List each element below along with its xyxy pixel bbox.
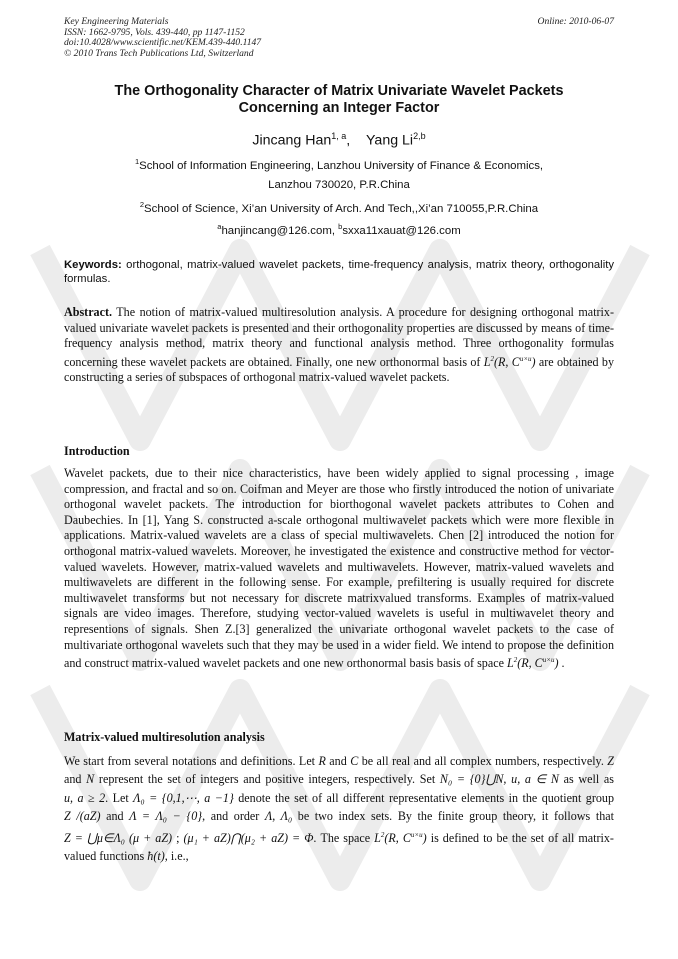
journal-name: Key Engineering Materials bbox=[64, 16, 169, 27]
author-separator: , bbox=[346, 132, 351, 149]
formula-l2-space: $L^2(R$, $C^{u\times u}$) bbox=[483, 354, 536, 369]
formula-l2-space-intro-sup: 2 bbox=[513, 656, 518, 665]
journal-header bbox=[64, 17, 614, 59]
formula-l2-space-intro-c-sup: u×u bbox=[542, 656, 555, 665]
introduction-body: Wavelet packets, due to their nice characteristics, have been widely applied to signal processing , image compression, and fractal and so on. Coifman and Meyer are those who firstly introduced the notion of univariate orthogonal wavelet packets. The introduction for biorthogonal wavelet packets attributes to Cohen and Daubechies. In [1], Yang S. constructed a-scale orthogonal multiwavelet packets which were more flexible in applications. Matrix-valued wavelets are a class of special multiwavelets. Chen [2] introduced the notion for orthogonal matrix-valued wavelets. Moreover, he investigated the existence and constructive method for vector-valued wavelets. However, matrix-valued wavelets and multiwavelets. However, matrix-valued wavelets and multiwavelets are different in the following sense. For example, prefiltering is usually required for discrete multiwavelet transforms but not necessary for discrete matrixvalued transforms. Examples of matrix-valued signals are video images. Therefore, studying vector-valued wavelets is useful in multiwavelet theory and representions of signals. Shen Z.[3] generalized the univariate orthogonal wavelet packets to the case of multivariate orthogonal wavelets such that they may be used in a wider field. We intend to propose the definition and construct matrix-valued wavelet packets and one new orthonormal basis basis of space bbox=[64, 466, 614, 671]
symbol-c: C bbox=[350, 754, 359, 768]
formula-intersection: (μ₁ + aZ)⋂(μ₂ + aZ) = Φ bbox=[183, 830, 314, 845]
formula-union: Z = ⋃μ∈Λ₀ (μ + aZ) bbox=[64, 830, 173, 845]
keywords bbox=[64, 258, 614, 286]
email-a: hanjincang@126.com, bbox=[221, 224, 339, 237]
affiliation-2 bbox=[60, 200, 618, 215]
author-list bbox=[60, 131, 618, 149]
symbol-z: Z bbox=[607, 754, 615, 768]
mra-text-15: , i.e., bbox=[164, 849, 189, 864]
introduction-text bbox=[64, 466, 614, 672]
mra-text-1: We start from several notations and definitions. Let bbox=[64, 754, 319, 768]
formula-l2-space-mra-r: R bbox=[388, 830, 396, 845]
formula-index-sets: Λ, Λ₀ bbox=[264, 809, 293, 824]
mra-text-3: be all real and all complex numbers, respectively. bbox=[358, 754, 608, 768]
formula-l2-space-mra-sup: 2 bbox=[380, 830, 385, 839]
formula-l2-space-sym: L bbox=[483, 354, 491, 369]
author-emails bbox=[60, 222, 618, 237]
mra-text-2: and bbox=[325, 754, 351, 768]
introduction-heading: Introduction bbox=[64, 444, 130, 458]
affiliation-1 bbox=[60, 157, 618, 172]
formula-l2-space-intro-r: R bbox=[521, 656, 529, 671]
author-1-marker: 1, a bbox=[331, 131, 347, 141]
formula-l2-space-r: R bbox=[498, 354, 506, 369]
formula-n0: N₀ = {0}⋃N, u, a ∈ N bbox=[439, 772, 559, 787]
affiliation-1-text: School of Information Engineering, Lanzhou University of Finance & Economics, bbox=[139, 159, 544, 172]
abstract-label: Abstract. bbox=[64, 305, 113, 319]
formula-l2-space-intro-c: C bbox=[534, 656, 543, 671]
mra-text-9: and bbox=[100, 809, 130, 824]
paper-title bbox=[60, 83, 618, 117]
mra-text bbox=[64, 752, 614, 865]
introduction-end: . bbox=[558, 656, 565, 671]
formula-l2-space-sup: 2 bbox=[490, 354, 494, 363]
symbol-n: N bbox=[86, 772, 95, 787]
mra-text-12: ; bbox=[172, 830, 184, 845]
doi-line: doi:10.4028/www.scientific.net/KEM.439-440.1147 bbox=[64, 37, 262, 48]
mra-text-4: and bbox=[64, 772, 87, 787]
mra-text-11: be two index sets. By the finite group theory, it follows that bbox=[292, 809, 614, 824]
affiliation-2-text: School of Science, Xi’an University of Arch. And Tech,,Xi’an 710055,P.R.China bbox=[144, 202, 539, 215]
abstract bbox=[64, 305, 614, 386]
title-line-1: The Orthogonality Character of Matrix Univariate Wavelet Packets bbox=[114, 83, 564, 99]
mra-text-13: . The space bbox=[313, 830, 375, 845]
formula-quotient-group: Z /(aZ) bbox=[64, 809, 101, 824]
issn-line: ISSN: 1662-9795, Vols. 439-440, pp 1147-1152 bbox=[64, 26, 245, 38]
formula-ua-bound: u, a ≥ 2 bbox=[64, 790, 106, 805]
mra-text-14: is defined to be the set of all matrix-valued functions bbox=[64, 830, 614, 864]
formula-l2-space-intro: $L^2(R$, $C^{u\times u}$) bbox=[506, 656, 559, 671]
formula-l2-space-mra: $L^2(R$, $C^{u\times u}$) bbox=[374, 830, 427, 845]
formula-lambda0: Λ₀ = {0,1,⋯, a −1} bbox=[133, 790, 234, 805]
abstract-text-end: are obtained by constructing a series of subspaces of orthogonal matrix-valued wavelet packets. bbox=[64, 354, 615, 385]
symbol-r: R bbox=[318, 754, 326, 768]
mra-text-6: as well as bbox=[558, 772, 614, 787]
formula-l2-space-c: C bbox=[511, 354, 520, 369]
affiliation-2-marker: 2 bbox=[139, 200, 145, 209]
formula-l2-space-intro-sym: L bbox=[506, 656, 514, 671]
formula-l2-space-c-sup: u×u bbox=[519, 354, 532, 363]
online-date: Online: 2010-06-07 bbox=[537, 16, 614, 27]
author-1: Jincang Han bbox=[252, 132, 332, 149]
author-2: Yang Li bbox=[366, 132, 414, 149]
mra-text-8: denote the set of all different representative elements in the quotient group bbox=[233, 790, 615, 805]
formula-l2-space-mra-c-sup: u×u bbox=[410, 830, 423, 839]
email-marker-a: a bbox=[217, 222, 222, 231]
email-b: sxxa11xauat@126.com bbox=[342, 224, 461, 237]
formula-l2-space-mra-sym: L bbox=[374, 830, 381, 845]
mra-heading: Matrix-valued multiresolution analysis bbox=[64, 730, 265, 744]
keywords-label: Keywords: bbox=[64, 259, 122, 271]
title-line-2: Concerning an Integer Factor bbox=[238, 100, 440, 116]
copyright-line: © 2010 Trans Tech Publications Ltd, Switzerland bbox=[64, 47, 254, 59]
formula-l2-space-mra-c: C bbox=[402, 830, 411, 845]
mra-text-10: , and order bbox=[202, 809, 265, 824]
formula-lambda: Λ = Λ₀ − {0} bbox=[129, 809, 203, 824]
formula-h-function: ħ(t) bbox=[147, 849, 165, 864]
author-2-marker: 2,b bbox=[413, 131, 426, 141]
mra-text-7: . Let bbox=[105, 790, 134, 805]
mra-text-5: represent the set of integers and positive integers, respectively. Set bbox=[94, 772, 440, 787]
affiliation-1-line-2: Lanzhou 730020, P.R.China bbox=[268, 179, 410, 191]
email-marker-b: b bbox=[338, 222, 343, 231]
affiliation-1-marker: 1 bbox=[134, 157, 140, 166]
abstract-text: The notion of matrix-valued multiresolution analysis. A procedure for designing orthogonal matrix-valued univariate wavelet packets is presented and their orthogonality properties are discussed by means of time-frequency analysis method, matrix theory and functional analysis method. Three orthogonality formulas concerning these wavelet packets are obtained. Finally, one new orthonormal basis of bbox=[64, 305, 614, 369]
keywords-text: orthogonal, matrix-valued wavelet packets, time-frequency analysis, matrix theory, orthogonality formulas. bbox=[64, 259, 614, 285]
